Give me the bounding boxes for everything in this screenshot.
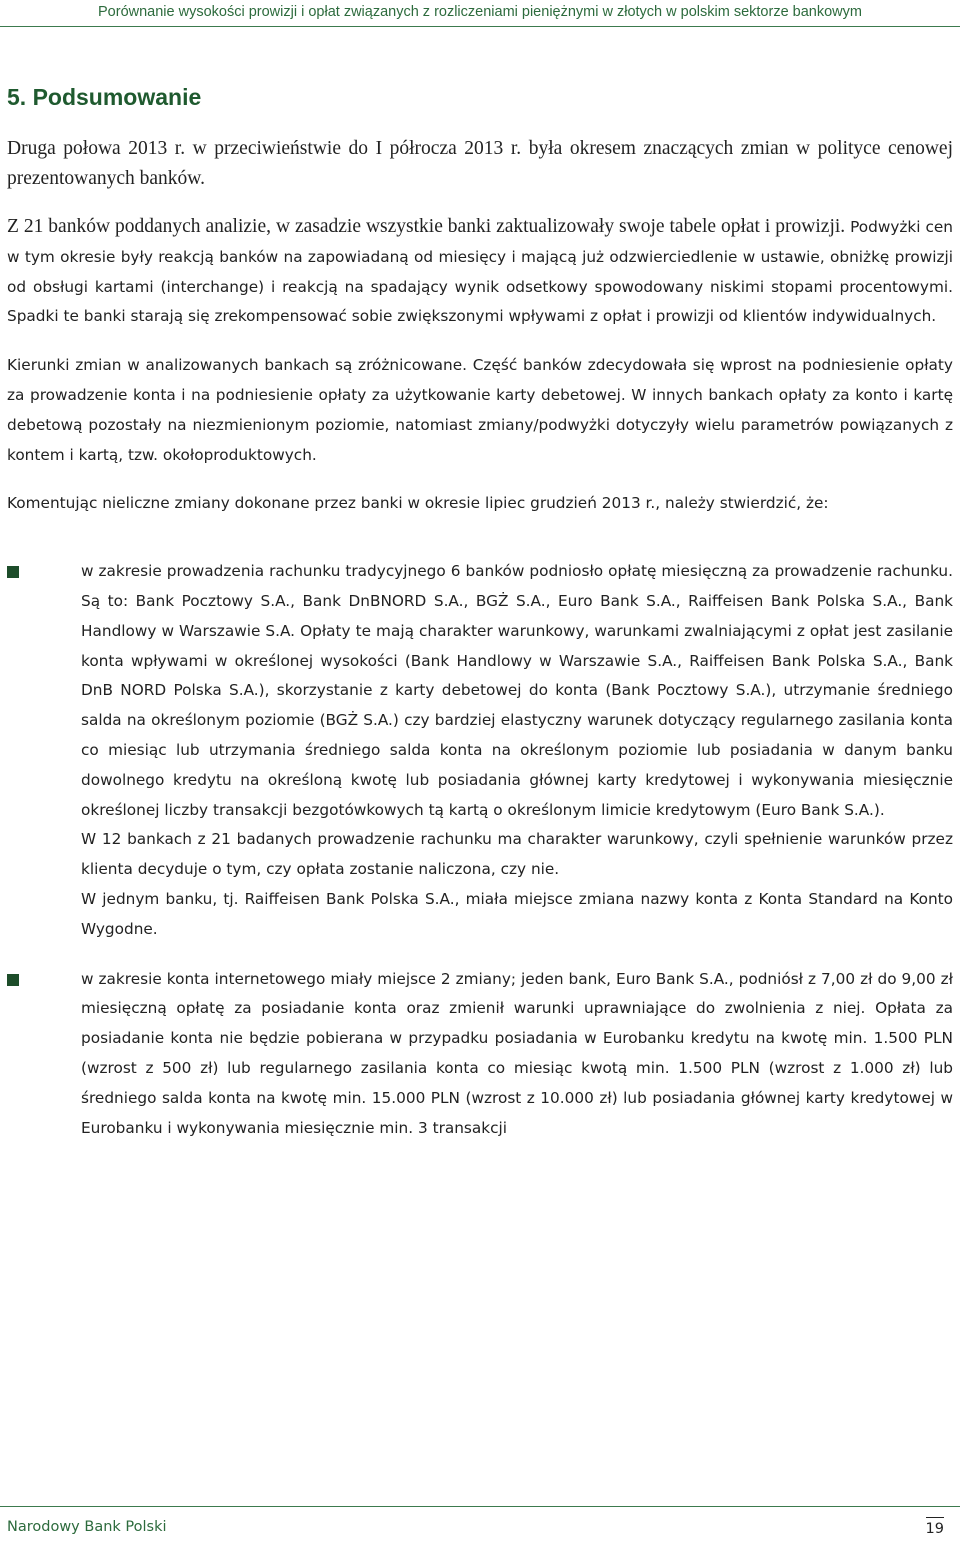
paragraph-commentary: Komentując nieliczne zmiany dokonane przez banki w okresie lipiec grudzień 2013 r., należy stwierdzić, że: [7, 494, 829, 513]
list-item-text: w zakresie konta internetowego miały miejsce 2 zmiany; jeden bank, Euro Bank S.A., podniósł z 7,00 zł do 9,00 zł miesięczną opłatę za posiadanie konta oraz zmienił warunki uprawniające do zwolnienia z niej. Opłata za posiadanie konta nie będzie pobierana w przypadku posiadania w Eurobanku kredytu na kwotę min. 1.500 PLN (wzrost z 500 zł) lub regularnego zasilania konta co miesiąc kwotą min. 1.500 PLN (wzrost z 1.000 zł) lub średniego salda konta na kwotę min. 15.000 PLN (wzrost z 10.000 zł) lub posiadania głównej karty kredytowej w Eurobanku i wykonywania miesięcznie min. 3 transakcji [81, 969, 953, 1137]
page-number: 19 [926, 1517, 944, 1537]
list-item-text: w zakresie prowadzenia rachunku tradycyjnego 6 banków podniosło opłatę miesięczną za prowadzenie rachunku. Są to: Bank Pocztowy S.A., Bank DnBNORD S.A., BGŻ S.A., Euro Bank S.A., Raiffeisen Bank Polska S.A., Bank Handlowy w Warszawie S.A. Opłaty te mają charakter warunkowy, warunkami zwalniającymi z opłat jest zasilanie konta wpływami w określonej wysokości (Bank Handlowy w Warszawie S.A., Raiffeisen Bank Polska S.A., Bank DnB NORD Polska S.A.), skorzystanie z karty debetowej do konta (Bank Pocztowy S.A.), utrzymanie średniego salda na określonym poziomie (BGŻ S.A.) czy bardziej elastyczny warunek dotyczący regularnego zasilania konta co miesiąc lub utrzymania średniego salda konta na określonym poziomie lub posiadania w danym banku dowolnego kredytu na określoną kwotę lub posiadania głównej karty kredytowej i wykonywania miesięcznie określonej liczby transakcji bezgotówkowych tą kartą o określonym limicie kredytowym (Euro Bank S.A.). [81, 562, 953, 819]
page-footer [0, 1506, 960, 1548]
footer-publisher: Narodowy Bank Polski [7, 1519, 167, 1535]
intro-paragraph: Druga połowa 2013 r. w przeciwieństwie do I półrocza 2013 r. była okresem znaczących zmian w polityce cenowej prezentowanych banków. [7, 138, 953, 189]
paragraph-directions: Kierunki zmian w analizowanych bankach są zróżnicowane. Część banków zdecydowała się wprost na podniesienie opłaty za prowadzenie konta i na podniesienie opłaty za użytkowanie karty debetowej. W innych bankach opłaty za konto i kartę debetową pozostały na niezmienionym poziomie, natomiast zmiany/podwyżki dotyczyły wielu parametrów powiązanych z kontem i kartą, tzw. okołoproduktowych. [7, 356, 953, 464]
section-title: 5. Podsumowanie [7, 84, 202, 110]
paragraph-price-increases [7, 212, 953, 332]
paragraph-body: Podwyżki cen w tym okresie były reakcją banków na zapowiadaną od miesięcy i mającą już odzwierciedlenie w ustawie, obniżkę prowizji od obsługi kartami (interchange) i reakcją na spadający wynik odsetkowy spowodowany niskimi stopami procentowymi. Spadki te banki starają się zrekompensować sobie zwiększonymi wpływami z opłat i prowizji od klientów indywidualnych. [7, 218, 953, 326]
main-content [7, 82, 953, 1163]
paragraph-lead-serif: Z 21 banków poddanych analizie, w zasadzie wszystkie banki zaktualizowały swoje tabele opłat i prowizji. [7, 216, 846, 237]
list-item [7, 557, 953, 944]
list-item [7, 965, 953, 1144]
square-bullet-icon [7, 566, 19, 578]
running-header: Porównanie wysokości prowizji i opłat związanych z rozliczeniami pieniężnymi w złotych w polskim sektorze bankowym [0, 0, 960, 27]
square-bullet-icon [7, 974, 19, 986]
list-item-extra: W 12 bankach z 21 badanych prowadzenie rachunku ma charakter warunkowy, czyli spełnienie warunków przez klienta decyduje o tym, czy opłata zostanie naliczona, czy nie. [81, 830, 953, 879]
list-item-extra: W jednym banku, tj. Raiffeisen Bank Polska S.A., miała miejsce zmiana nazwy konta z Konta Standard na Konto Wygodne. [81, 889, 953, 938]
bullet-list [7, 557, 953, 1143]
